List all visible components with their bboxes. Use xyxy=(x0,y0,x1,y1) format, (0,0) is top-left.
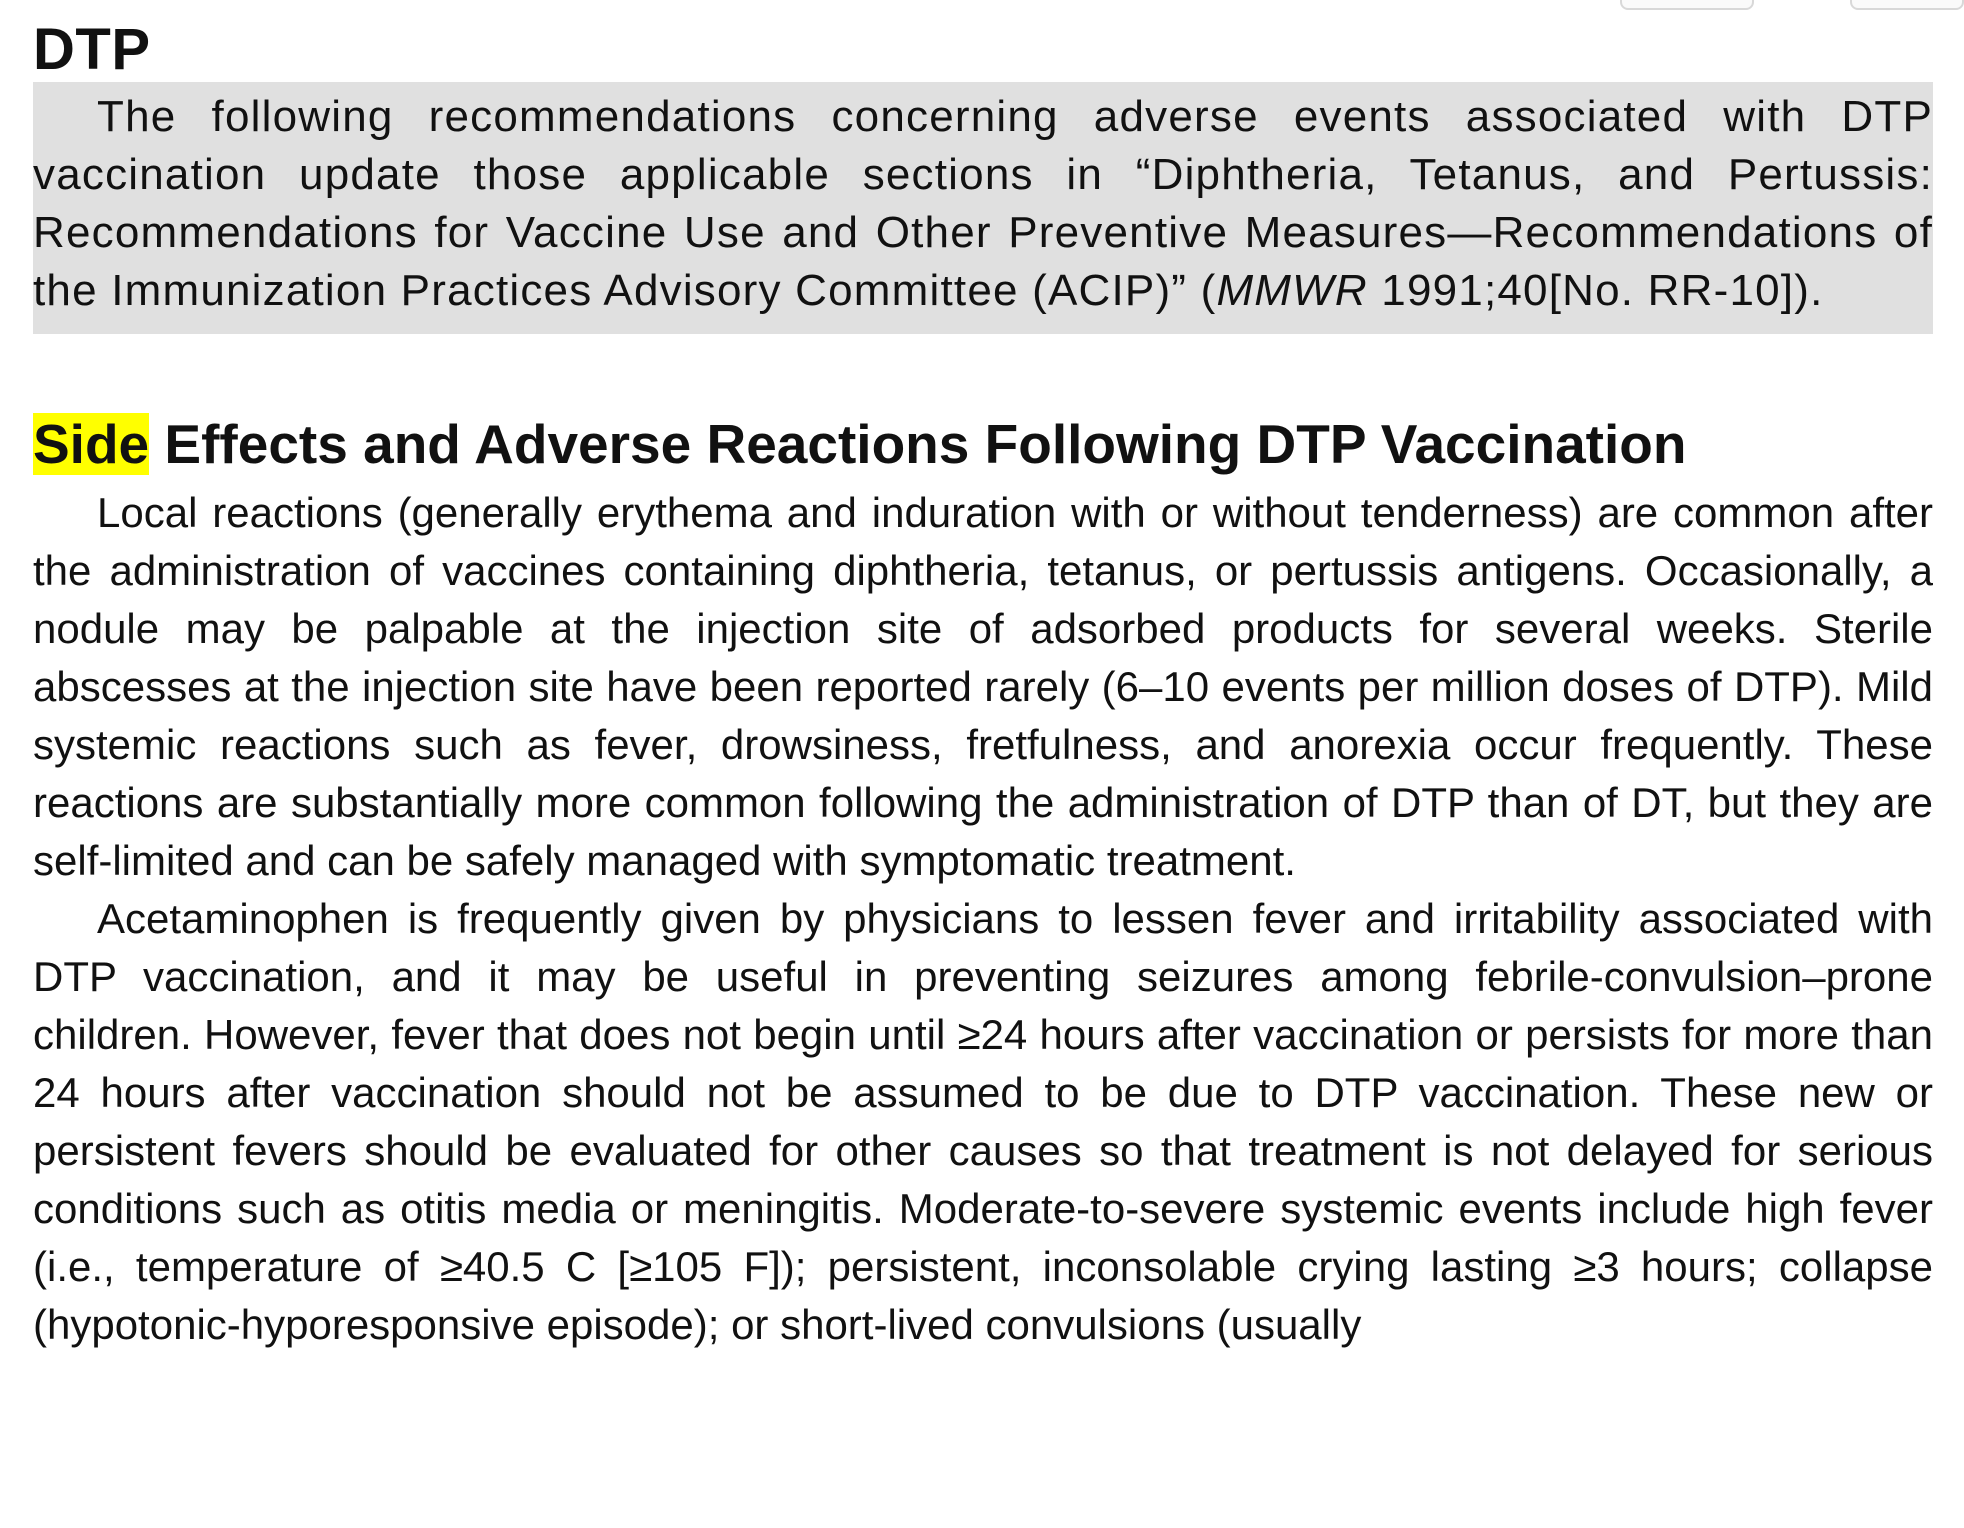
intro-text: The following recommendations concerning adverse events associated with DTP vaccination update those applicable sections in “Diphtheria, Tetanus, and Pertussis: Recommendations for Vaccine Use and Other Preventive Measures—Recommendations of the Immunization Practices Advisory Committee (ACIP)” ( xyxy=(33,92,1933,315)
subsection-heading xyxy=(33,410,1933,478)
intro-paragraph xyxy=(33,88,1933,320)
heading-text: Effects and Adverse Reactions Following DTP Vaccination xyxy=(149,413,1687,475)
intro-note-box xyxy=(33,82,1933,334)
section-title: DTP xyxy=(33,17,151,82)
intro-journal-name: MMWR xyxy=(1216,266,1368,315)
body-text xyxy=(33,484,1933,1354)
search-highlight: Side xyxy=(33,413,150,475)
body-paragraph-1: Local reactions (generally erythema and induration with or without tenderness) are common after the administration of vaccines containing diphtheria, tetanus, or pertussis antigens. Occasionally, a nodule may be palpable at the injection site of adsorbed products for several weeks. Sterile abscesses at the injection site have been reported rarely (6–10 events per million doses of DTP). Mild systemic reactions such as fever, drowsiness, fretfulness, and anorexia occur frequently. These reactions are substantially more common following the administration of DTP than of DT, but they are self-limited and can be safely managed with symptomatic treatment. xyxy=(33,489,1933,884)
document-page xyxy=(33,0,1933,1354)
intro-citation: 1991;40[No. RR-10]). xyxy=(1367,266,1824,315)
body-paragraph-2: Acetaminophen is frequently given by physicians to lessen fever and irritability associated with DTP vaccination, and it may be useful in preventing seizures among febrile-convulsion–prone children. However, fever that does not begin until ≥24 hours after vaccination or persists for more than 24 hours after vaccination should not be assumed to be due to DTP vaccination. These new or persistent fevers should be evaluated for other causes so that treatment is not delayed for serious conditions such as otitis media or meningitis. Moderate-to-severe systemic events include high fever (i.e., temperature of ≥40.5 C [≥105 F]); persistent, inconsolable crying lasting ≥3 hours; collapse (hypotonic-hyporesponsive episode); or short-lived convulsions (usually xyxy=(33,895,1933,1348)
